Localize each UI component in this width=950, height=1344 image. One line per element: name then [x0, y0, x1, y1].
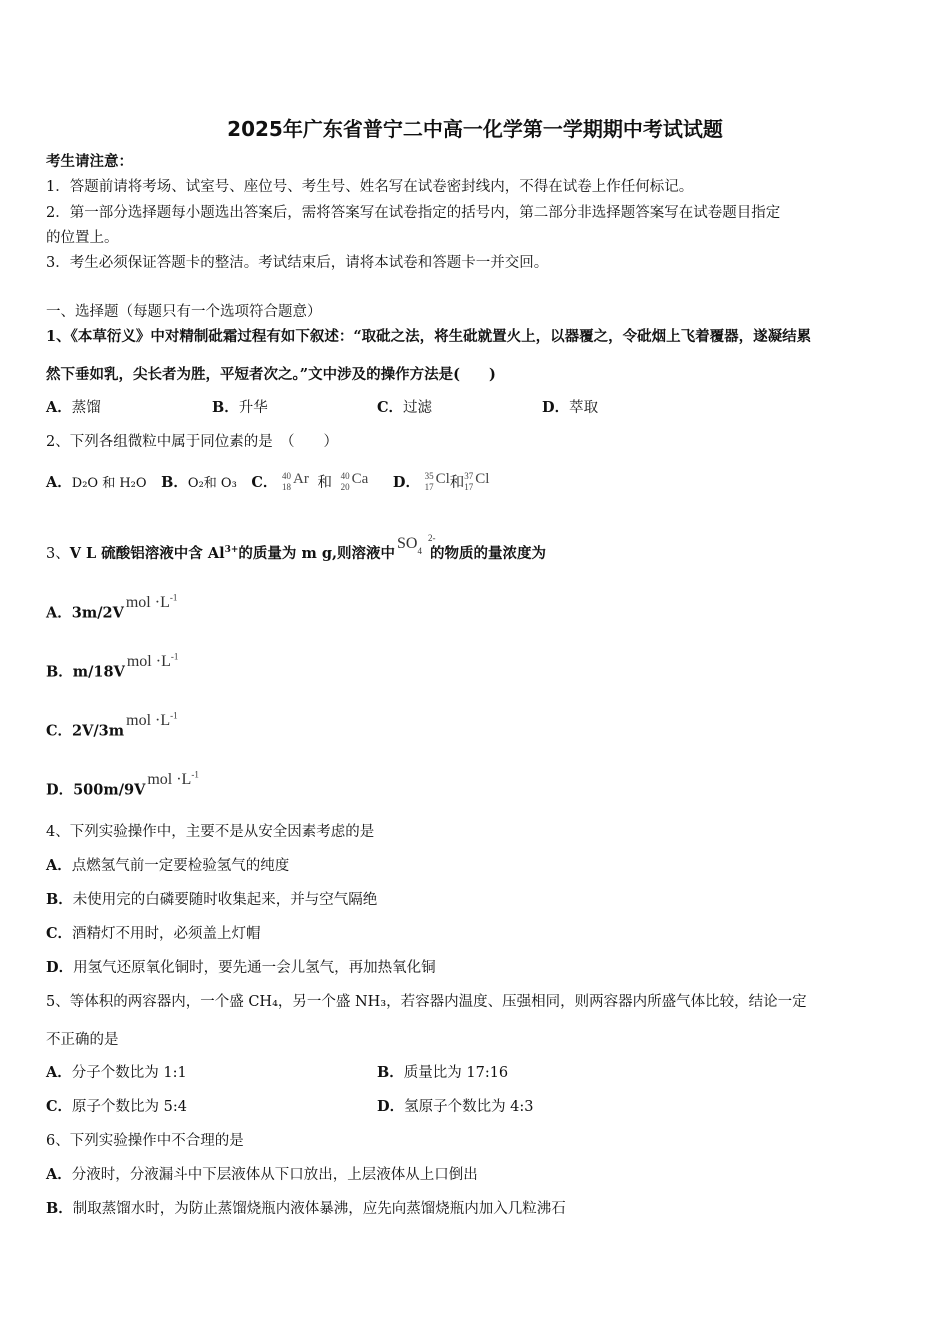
section-heading: 一、选择题（每题只有一个选项符合题意） [46, 304, 322, 320]
q5-option-b: B．质量比为 17:16 [377, 1064, 509, 1081]
notice-item-1: 1．答题前请将考场、试室号、座位号、考生号、姓名写在试卷密封线内，不得在试卷上作任何标记。 [46, 179, 694, 195]
q4-stem: 4、下列实验操作中，主要不是从安全因素考虑的是 [46, 824, 375, 840]
isotope-cl-35: 35 17 Cl [424, 471, 450, 492]
q1-option-a: A．蒸馏 [46, 399, 101, 416]
notice-item-2: 2．第一部分选择题每小题选出答案后，需将答案写在试卷指定的括号内，第二部分非选择题答案写在试卷题目指定 [46, 205, 781, 221]
q1-option-b: B．升华 [212, 399, 268, 416]
page-title: 2025年广东省普宁二中高一化学第一学期期中考试试题 [227, 117, 723, 141]
q2-option-b: O₂和 O₃ [187, 476, 237, 491]
q1-option-c: C．过滤 [377, 399, 433, 416]
q4-option-c: C．酒精灯不用时，必须盖上灯帽 [46, 925, 261, 942]
q6-option-b: B．制取蒸馏水时，为防止蒸馏烧瓶内液体暴沸，应先向蒸馏烧瓶内加入几粒沸石 [46, 1200, 566, 1217]
isotope-ca-40: 40 20 Ca [340, 471, 369, 492]
q5-option-a: A．分子个数比为 1:1 [46, 1064, 187, 1081]
q4-option-a: A．点燃氢气前一定要检验氢气的纯度 [46, 857, 290, 874]
q2-option-a: D₂O 和 H₂O [71, 476, 147, 491]
isotope-cl-37: 37 17 Cl [464, 471, 490, 492]
notice-item-2-cont: 的位置上。 [46, 230, 119, 246]
q1-stem-line2: 然下垂如乳，尖长者为胜，平短者次之。”文中涉及的操作方法是( ) [46, 366, 496, 383]
q5-stem-line2: 不正确的是 [46, 1032, 119, 1048]
q1-option-d: D．萃取 [542, 399, 599, 416]
isotope-ar-40: 40 18 Ar [282, 471, 309, 492]
q5-option-c: C．原子个数比为 5:4 [46, 1098, 187, 1115]
q2-options: A．D₂O 和 H₂O B．O₂和 O₃ C． 40 18 Ar 和 40 20 Ca D． 35 17 Cl和 37 17 Cl [46, 471, 490, 492]
notice-heading: 考生请注意： [46, 153, 133, 170]
q6-stem: 6、下列实验操作中不合理的是 [46, 1133, 244, 1149]
q5-stem-line1: 5、等体积的两容器内，一个盛 CH₄，另一个盛 NH₃，若容器内温度、压强相同，则两容器内所盛气体比较，结论一定 [46, 994, 807, 1010]
q4-option-b: B．未使用完的白磷要随时收集起来，并与空气隔绝 [46, 891, 378, 908]
sulfate-ion: $SO_4$ 2- [397, 532, 436, 556]
q3-option-c: C．2V/3mmol $\cdot L^{-1}$ [46, 711, 178, 740]
q3-option-a: A．3m/2Vmol $\cdot L^{-1}$ [46, 593, 178, 622]
q1-stem-line1: 1、《本草衍义》中对精制砒霜过程有如下叙述：“取砒之法，将生砒就置火上，以器覆之，令砒烟上飞着覆器，遂凝结累 [46, 328, 812, 345]
q4-option-d: D．用氢气还原氧化铜时，要先通一会儿氢气，再加热氧化铜 [46, 959, 436, 976]
notice-item-3: 3．考生必须保证答题卡的整洁。考试结束后，请将本试卷和答题卡一并交回。 [46, 255, 549, 271]
q6-option-a: A．分液时，分液漏斗中下层液体从下口放出，上层液体从上口倒出 [46, 1166, 478, 1183]
q5-option-d: D．氢原子个数比为 4:3 [377, 1098, 534, 1115]
q2-stem: 2、下列各组微粒中属于同位素的是 （ ） [46, 434, 338, 450]
q3-stem: 3、V L 硫酸铝溶液中含 $Al^{3+}$的质量为 m g,则溶液中$SO_4$ 2- 的物质的量浓度为 [46, 532, 546, 562]
q3-option-d: D．500m/9Vmol $\cdot L^{-1}$ [46, 770, 199, 799]
q3-option-b: B．m/18Vmol $\cdot L^{-1}$ [46, 652, 179, 681]
